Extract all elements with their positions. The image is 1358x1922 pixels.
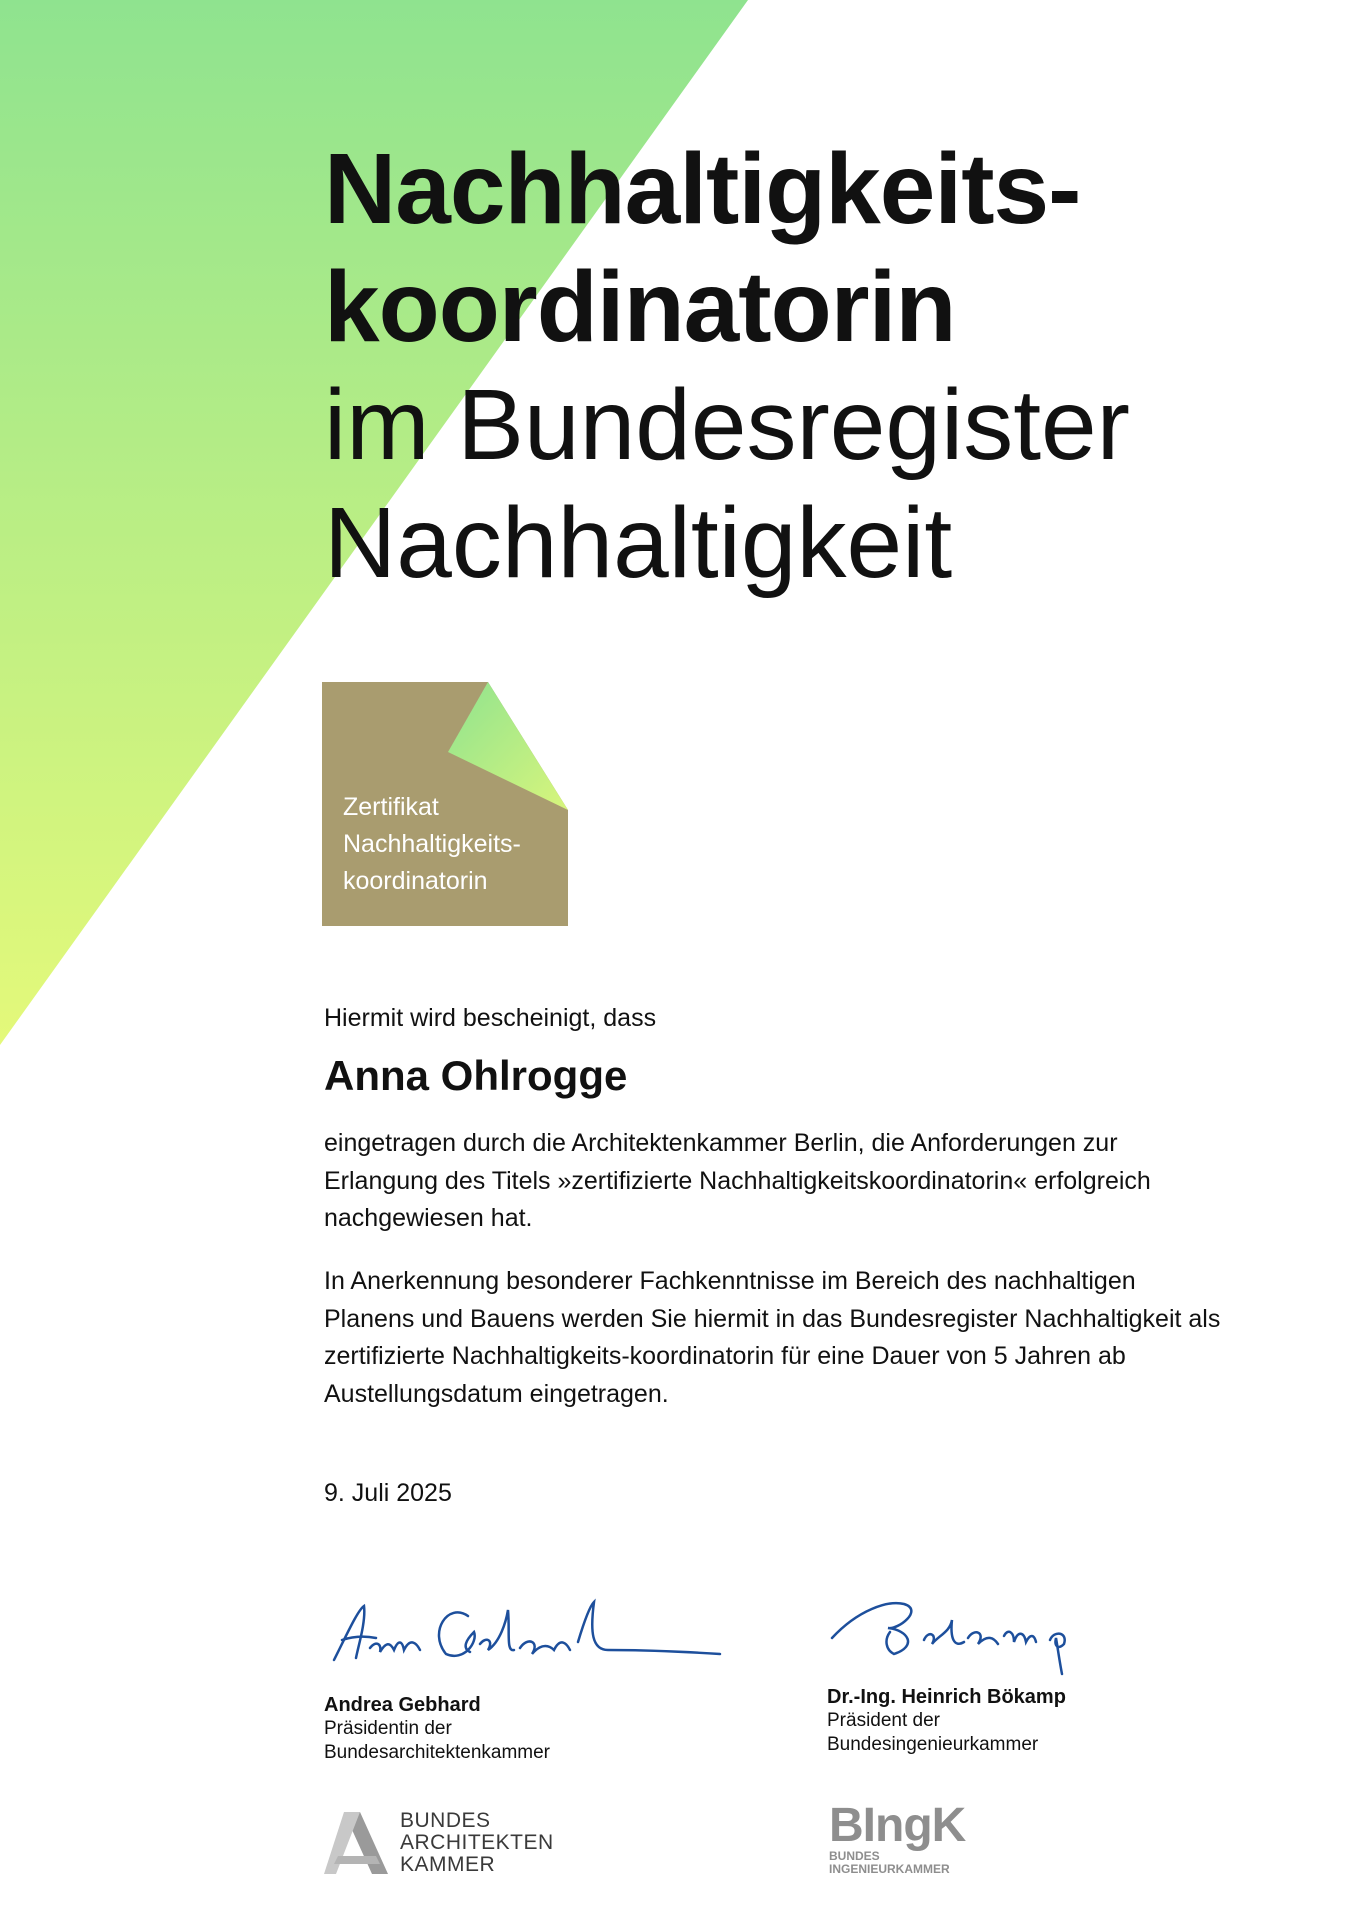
bak-logo bbox=[324, 1810, 554, 1876]
bingk-logo bbox=[829, 1799, 966, 1876]
signatory-1-role-line-2: Bundesarchitektenkammer bbox=[324, 1742, 550, 1763]
badge-line-3: koordinatorin bbox=[343, 867, 488, 895]
intro-text: Hiermit wird bescheinigt, dass bbox=[324, 1004, 657, 1032]
signatory-2-role-line-1: Präsident der bbox=[827, 1710, 941, 1731]
title-line-1: Nachhaltigkeits- bbox=[324, 133, 1081, 245]
badge-line-1: Zertifikat bbox=[343, 793, 439, 821]
signatory-2-role-line-2: Bundesingenieurkammer bbox=[827, 1734, 1039, 1755]
bak-a-mark-icon bbox=[324, 1812, 388, 1874]
signature-andrea-gebhard bbox=[328, 1592, 728, 1672]
signatory-1-role-line-1: Präsidentin der bbox=[324, 1718, 452, 1739]
bingk-subtitle bbox=[829, 1850, 965, 1876]
bak-wordmark bbox=[400, 1810, 554, 1876]
signatory-1 bbox=[324, 1693, 550, 1765]
title-line-4: Nachhaltigkeit bbox=[324, 487, 953, 599]
bingk-sub-line-1: BUNDES bbox=[829, 1849, 880, 1863]
bak-line-2: ARCHITEKTEN bbox=[400, 1831, 554, 1854]
signatory-2 bbox=[827, 1685, 1066, 1757]
signatory-1-name: Andrea Gebhard bbox=[324, 1694, 481, 1716]
certificate-badge bbox=[322, 682, 568, 926]
title-line-2: koordinatorin bbox=[324, 251, 956, 363]
signature-heinrich-boekamp bbox=[828, 1590, 1088, 1680]
bingk-mark: BIngK bbox=[829, 1799, 966, 1852]
certification-paragraph-2: In Anerkennung besonderer Fachkenntnisse im Bereich des nachhaltigen Planens und Bauens werden Sie hiermit in das Bundesregister Nachhaltigkeit als zertifizierte Nachhaltigkeits-koordinatorin für eine Dauer von 5 Jahren ab Austellungsdatum eingetragen. bbox=[324, 1267, 1221, 1408]
bak-line-1: BUNDES bbox=[400, 1809, 491, 1832]
issue-date: 9. Juli 2025 bbox=[324, 1479, 452, 1507]
title-line-3: im Bundesregister bbox=[324, 369, 1130, 481]
bingk-sub-line-2: INGENIEURKAMMER bbox=[829, 1862, 950, 1876]
bak-line-3: KAMMER bbox=[400, 1853, 496, 1876]
signatory-2-name: Dr.-Ing. Heinrich Bökamp bbox=[827, 1686, 1066, 1708]
certification-paragraph-1: eingetragen durch die Architektenkammer Berlin, die Anforderungen zur Erlangung des Titels »zertifizierte Nachhaltigkeitskoordinatorin« erfolgreich nachgewiesen hat. bbox=[324, 1129, 1151, 1232]
badge-line-2: Nachhaltigkeits- bbox=[343, 830, 521, 858]
recipient-name: Anna Ohlrogge bbox=[324, 1052, 628, 1099]
badge-label bbox=[343, 789, 521, 900]
certificate-title bbox=[324, 130, 1324, 602]
